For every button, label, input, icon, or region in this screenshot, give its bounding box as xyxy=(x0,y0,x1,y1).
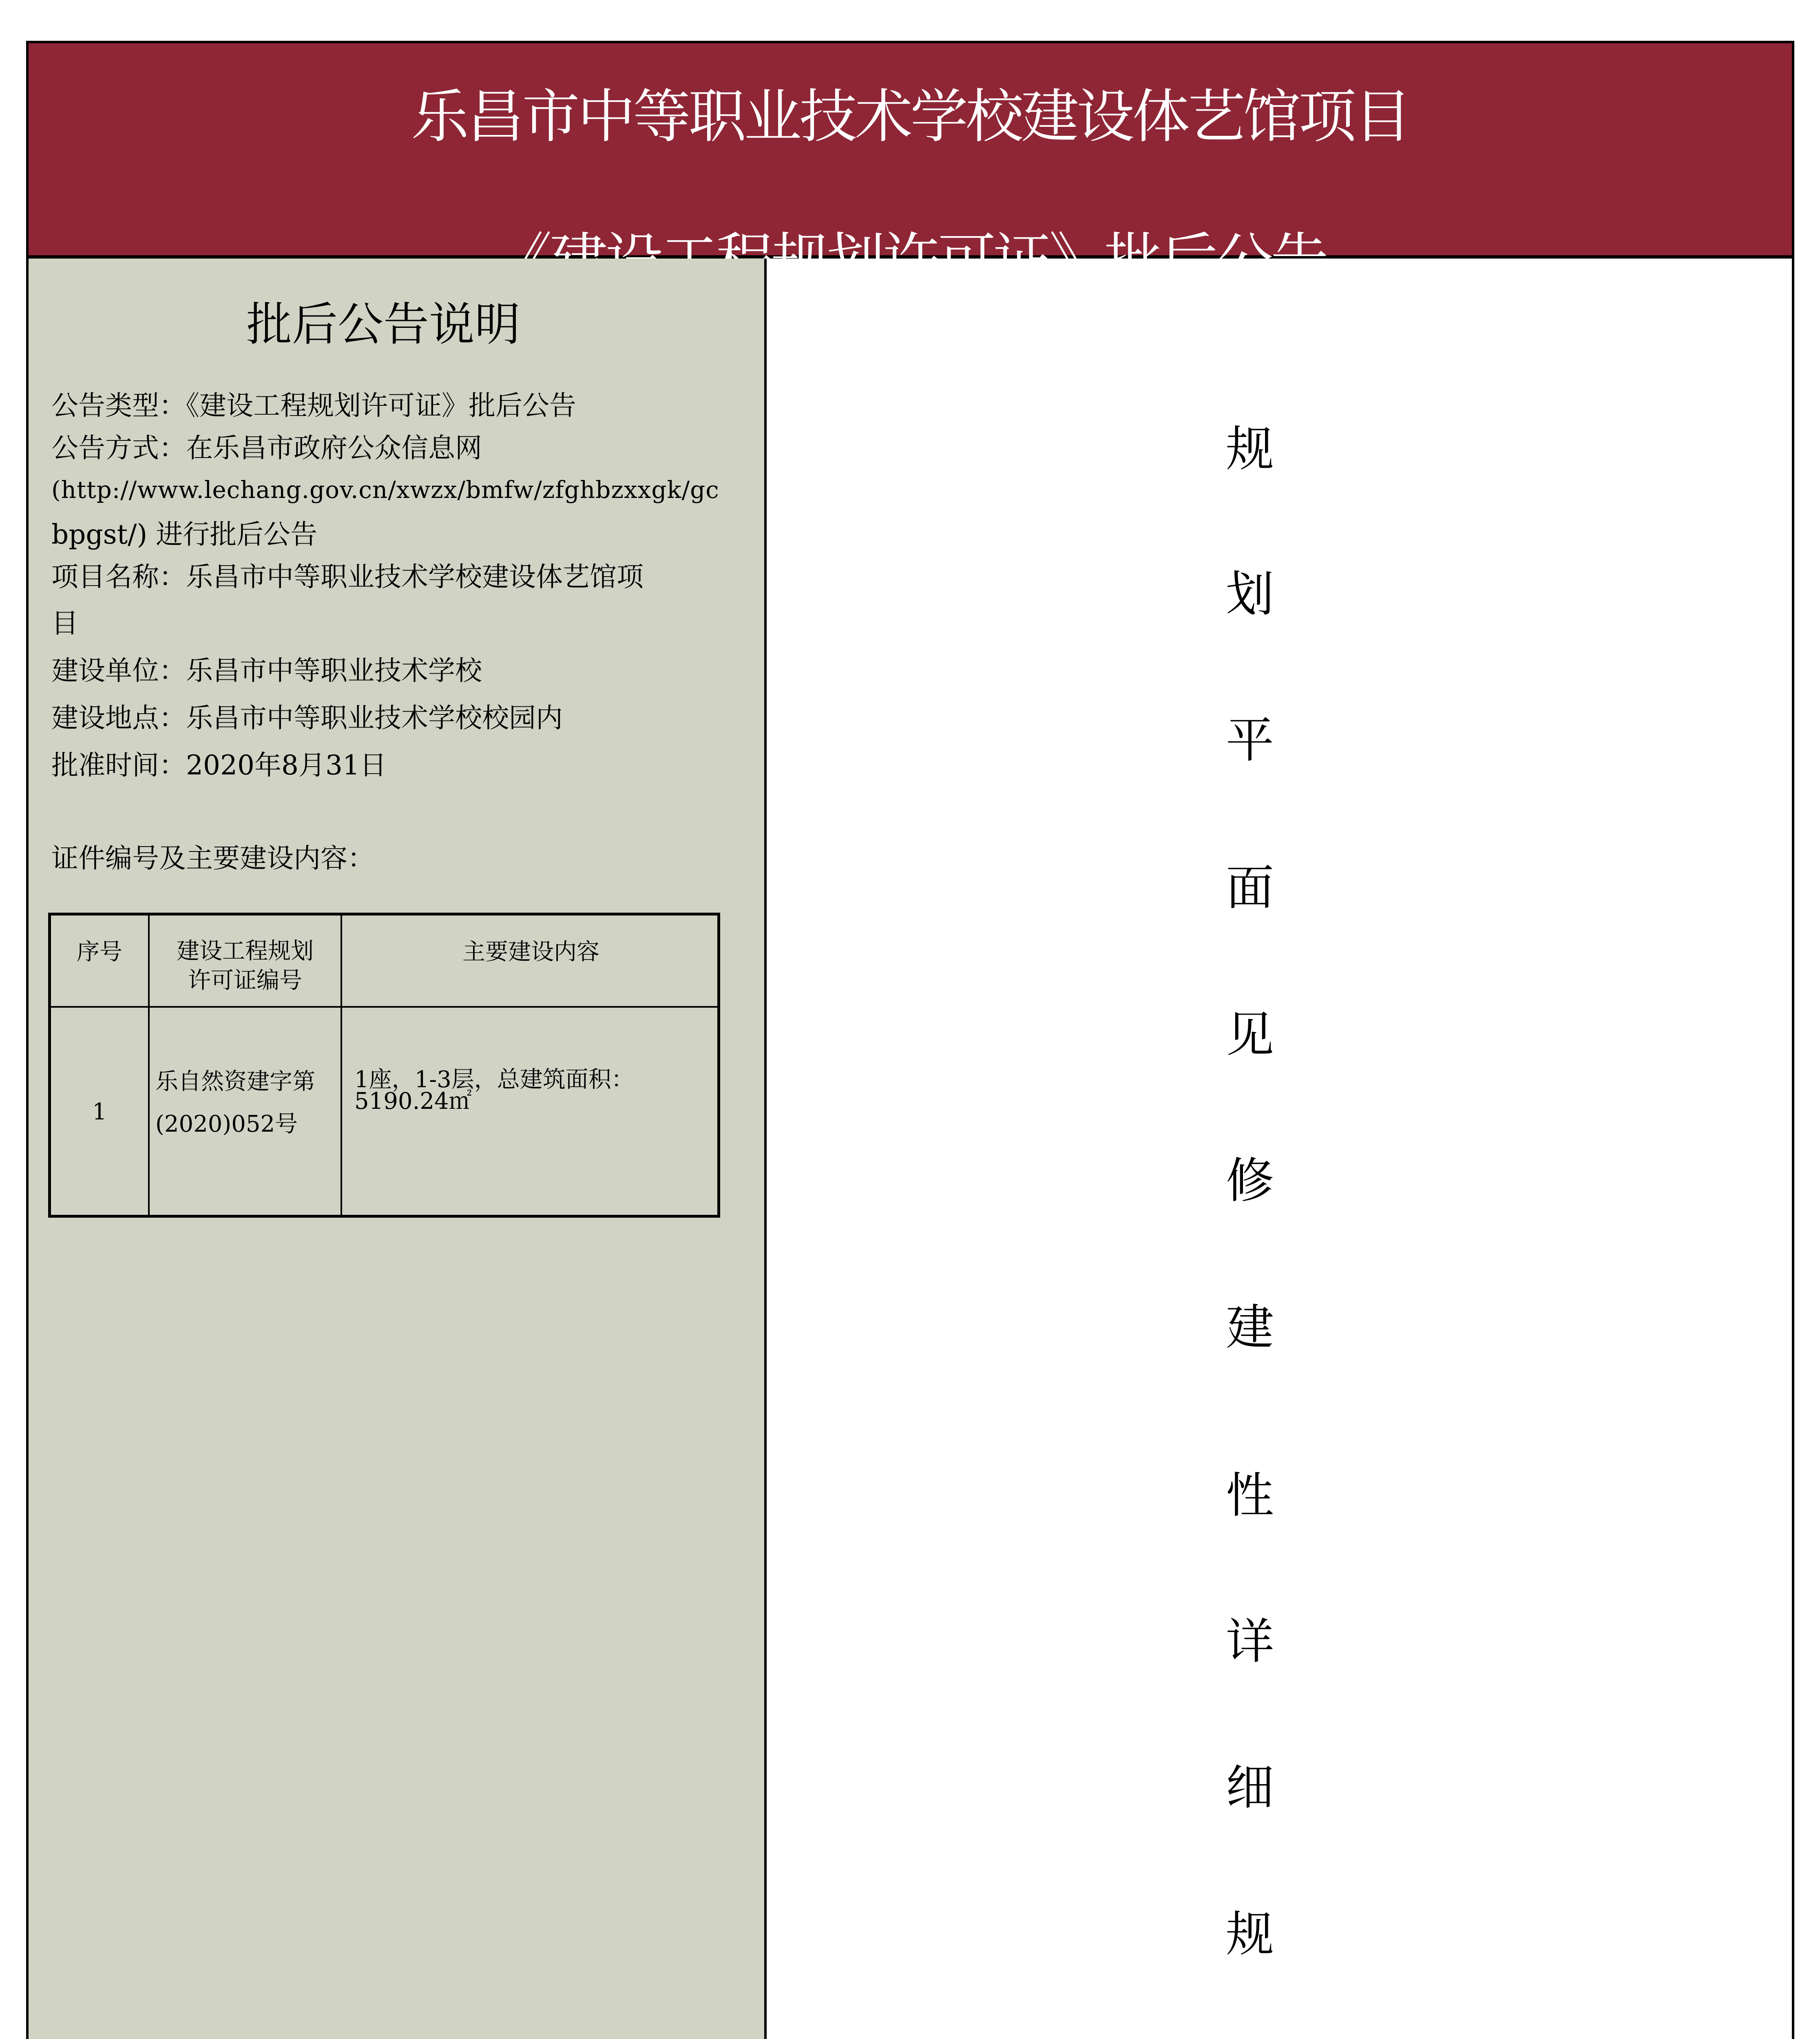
construction-location: 建设地点：乐昌市中等职业技术学校校园内 xyxy=(51,702,563,734)
notice-method: 公告方式：在乐昌市政府公众信息网 xyxy=(51,432,482,464)
project-name-tail: 目 xyxy=(51,608,78,639)
vertical-char: 详 xyxy=(1225,1613,1274,1670)
header-banner xyxy=(29,43,1792,259)
table-caption: 证件编号及主要建设内容： xyxy=(51,843,374,874)
vertical-char: 细 xyxy=(1225,1759,1274,1816)
vertical-char: 见 xyxy=(1225,1006,1274,1063)
notice-url-tail: bpgst/) 进行批后公告 xyxy=(51,519,318,550)
row-permit-no: 乐自然资建字第 (2020)052号 xyxy=(155,1068,315,1137)
vertical-char: 平 xyxy=(1225,712,1274,768)
header-permit-no: 建设工程规划 许可证编号 xyxy=(177,938,314,994)
header-content: 主要建设内容 xyxy=(462,939,599,965)
vertical-char: 性 xyxy=(1225,1467,1274,1524)
vertical-char: 规 xyxy=(1225,1906,1274,1962)
approval-date: 批准时间：2020年8月31日 xyxy=(51,750,387,781)
plan-panel xyxy=(767,259,1792,2039)
row-no: 1 xyxy=(92,1099,107,1125)
vertical-char: 面 xyxy=(1225,860,1274,916)
section-title: 批后公告说明 xyxy=(246,298,520,351)
vertical-char: 修 xyxy=(1225,1152,1274,1209)
notice-url: (http://www.lechang.gov.cn/xwzx/bmfw/zfghbzxxgk/gc xyxy=(51,476,719,504)
notice-type: 公告类型：《建设工程规划许可证》批后公告 xyxy=(51,390,576,421)
permit-table xyxy=(48,913,720,1218)
row-content: 1座，1-3层，总建筑面积： 5190.24㎡ xyxy=(354,1066,634,1115)
vertical-char: 规 xyxy=(1225,421,1274,477)
project-name: 项目名称：乐昌市中等职业技术学校建设体艺馆项 xyxy=(51,561,644,593)
title-line-1: 乐昌市中等职业技术学校建设体艺馆项目 xyxy=(411,83,1409,150)
header-no: 序号 xyxy=(77,939,122,965)
vertical-char: 建 xyxy=(1225,1299,1274,1356)
vertical-char: 划 xyxy=(1225,566,1274,622)
construction-unit: 建设单位：乐昌市中等职业技术学校 xyxy=(51,655,482,686)
